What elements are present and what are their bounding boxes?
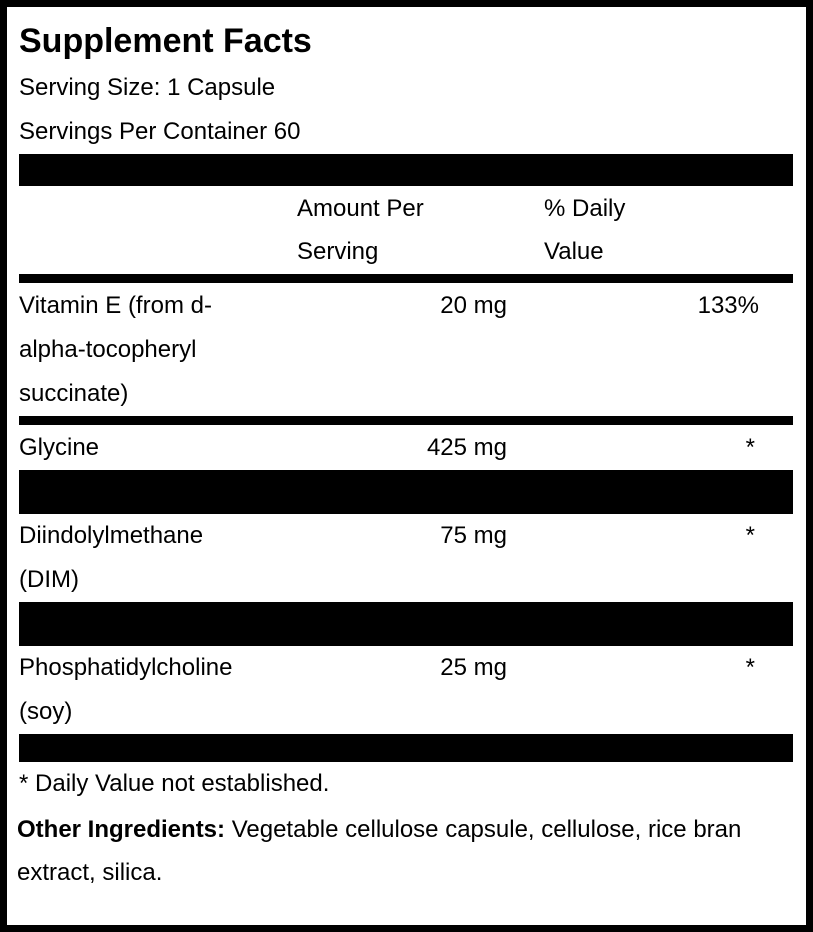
serving-size: Serving Size: 1 Capsule [19, 74, 276, 101]
nutrient-amount-vitamin-e: 20 mg [440, 292, 507, 319]
nutrient-dv-phosphatidylcholine: * [745, 654, 755, 681]
thick-divider [19, 734, 793, 762]
row-divider [19, 416, 793, 425]
nutrient-dv-glycine: * [745, 434, 755, 461]
nutrient-dv-dim: * [745, 522, 755, 549]
thick-divider [19, 470, 793, 514]
nutrient-name-dim-line1: Diindolylmethane [19, 522, 204, 549]
header-divider [19, 274, 793, 283]
header-amount-line1: Amount Per [297, 195, 424, 222]
nutrient-name-vitamin-e-line2: alpha-tocopheryl [19, 336, 197, 363]
header-dv-line1: % Daily [544, 195, 626, 222]
other-ingredients-text: Vegetable cellulose capsule, cellulose, rice bran extract, silica. [17, 816, 742, 886]
other-ingredients [17, 808, 807, 894]
header-dv-line2: Value [544, 238, 604, 265]
servings-per-container: Servings Per Container 60 [19, 118, 301, 145]
thick-divider [19, 602, 793, 646]
nutrient-dv-vitamin-e: 133% [697, 292, 759, 319]
nutrient-amount-phosphatidylcholine: 25 mg [440, 654, 507, 681]
nutrient-amount-dim: 75 mg [440, 522, 507, 549]
footnote: * Daily Value not established. [19, 770, 330, 797]
nutrient-name-vitamin-e-line1: Vitamin E (from d- [19, 292, 212, 319]
nutrient-amount-glycine: 425 mg [426, 434, 507, 461]
supplement-facts-panel [7, 7, 806, 925]
nutrient-name-vitamin-e-line3: succinate) [19, 380, 129, 407]
nutrient-name-glycine: Glycine [19, 434, 100, 461]
page-title: Supplement Facts [19, 22, 312, 60]
header-amount-line2: Serving [297, 238, 379, 265]
other-ingredients-label: Other Ingredients: [17, 816, 226, 843]
nutrient-name-phosphatidylcholine-line2: (soy) [19, 698, 73, 725]
nutrient-name-phosphatidylcholine-line1: Phosphatidylcholine [19, 654, 233, 681]
nutrient-name-dim-line2: (DIM) [19, 566, 79, 593]
thick-divider [19, 154, 793, 186]
